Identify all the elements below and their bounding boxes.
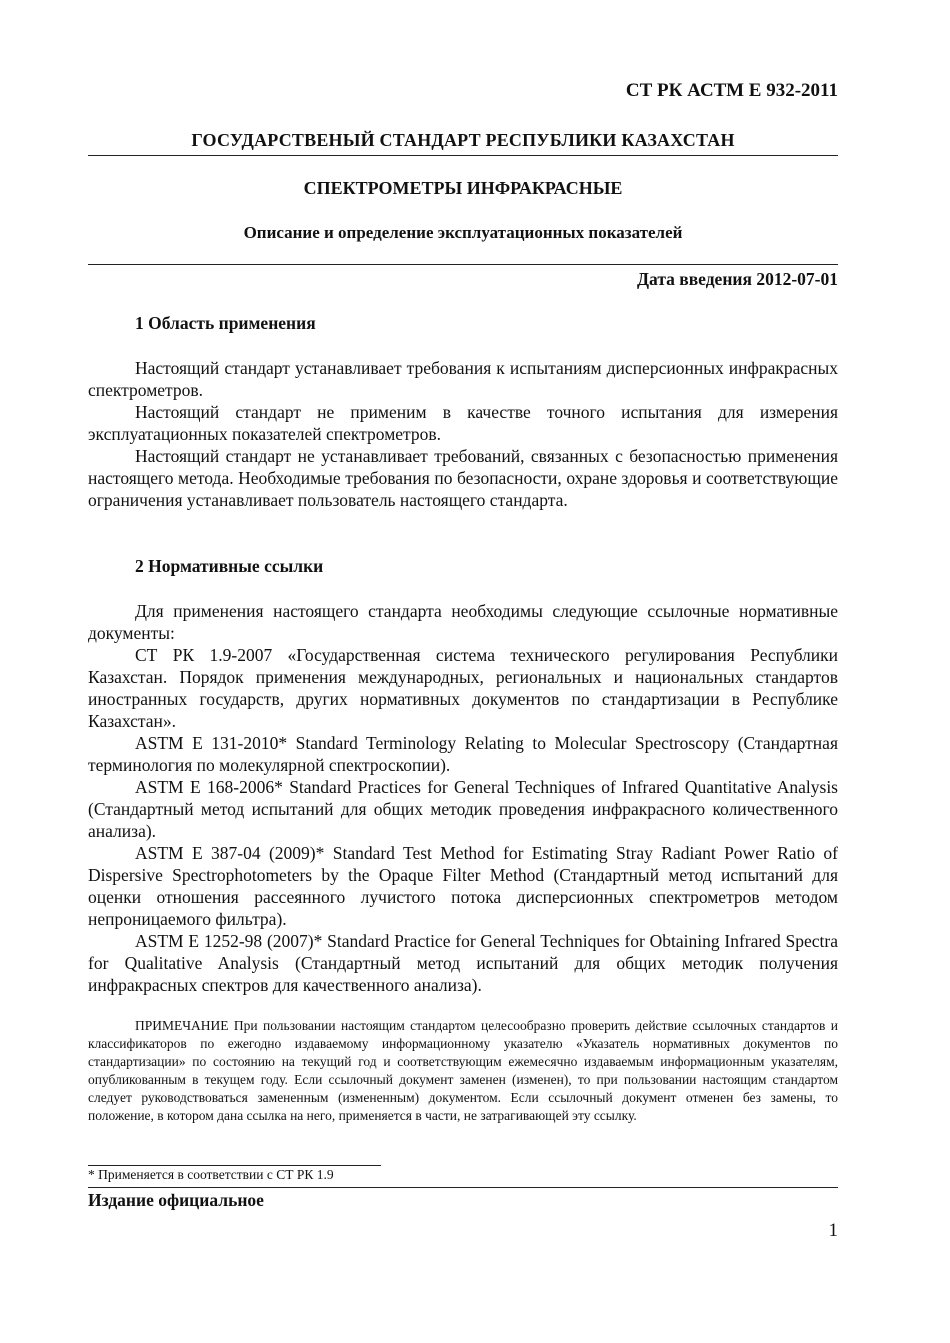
document-title: СПЕКТРОМЕТРЫ ИНФРАКРАСНЫЕ xyxy=(303,178,623,198)
section-body-scope xyxy=(88,357,838,511)
paragraph: Настоящий стандарт не применим в качестве точного испытания для измерения эксплуатационных показателей спектрометров. xyxy=(88,402,838,444)
header-rule xyxy=(88,155,838,156)
paragraph: Настоящий стандарт устанавливает требования к испытаниям дисперсионных инфракрасных спектрометров. xyxy=(88,358,838,400)
note-paragraph: ПРИМЕЧАНИЕ При пользовании настоящим стандартом целесообразно проверить действие ссылочных стандартов и классификаторов по ежегодно издаваемому информационному указателю «Указатель нормативных документов по стандартизации» по состоянию на текущий год и соответствующим ежемесячно издаваемым информационным указателям, опубликованным в текущем году. Если ссылочный документ заменен (изменен), то при пользовании настоящим стандартом следует руководствоваться замененным (измененным) документом. Если ссылочный документ отменен без замены, то положение, в котором дана ссылка на него, применяется в части, не затрагивающей эту ссылку. xyxy=(88,1018,838,1123)
title-rule xyxy=(88,264,838,265)
reference-item: ASTM E 131-2010* Standard Terminology Relating to Molecular Spectroscopy (Стандартная терминология по молекулярной спектроскопии). xyxy=(88,733,838,775)
paragraph: Для применения настоящего стандарта необходимы следующие ссылочные нормативные документы: xyxy=(88,601,838,643)
footnote: * Применяется в соответствии с СТ РК 1.9 xyxy=(88,1167,334,1182)
section-heading-references: 2 Нормативные ссылки xyxy=(135,556,324,576)
reference-item: ASTM E 1252-98 (2007)* Standard Practice for General Techniques for Obtaining Infrared Spectra for Qualitative Analysis (Стандартный метод испытаний для общих методик получения инфракрасных спектров для качественного анализа). xyxy=(88,931,838,995)
section-heading-scope: 1 Область применения xyxy=(135,313,316,333)
reference-item: СТ РК 1.9-2007 «Государственная система технического регулирования Республики Казахстан. Порядок применения международных, региональных и национальных стандартов иностранных государств, других нормативных документов по стандартизации в Республике Казахстан». xyxy=(88,645,838,731)
edition-label: Издание официальное xyxy=(88,1190,264,1210)
reference-item: ASTM E 168-2006* Standard Practices for General Techniques of Infrared Quantitative Analysis (Стандартный метод испытаний для общих методик проведения инфракрасного количественного анализа). xyxy=(88,777,838,841)
document-designation: СТ РК АСТМ Е 932-2011 xyxy=(625,80,838,101)
introduction-date: Дата введения 2012-07-01 xyxy=(637,269,838,289)
footnote-rule xyxy=(88,1165,381,1166)
standard-title: ГОСУДАРСТВЕНЫЙ СТАНДАРТ РЕСПУБЛИКИ КАЗАХСТАН xyxy=(191,130,735,150)
paragraph: Настоящий стандарт не устанавливает требований, связанных с безопасностью применения настоящего метода. Необходимые требования по безопасности, охране здоровья и соответствующие ограничения устанавливает пользователь настоящего стандарта. xyxy=(88,446,838,510)
footer-rule xyxy=(88,1187,838,1188)
document-subtitle: Описание и определение эксплуатационных показателей xyxy=(243,223,683,242)
reference-item: ASTM E 387-04 (2009)* Standard Test Method for Estimating Stray Radiant Power Ratio of Dispersive Spectrophotometers by the Opaque Filter Method (Стандартный метод испытаний для оценки отношения рассеянного лучистого потока дисперсионных спектрометров методом непроницаемого фильтра). xyxy=(88,843,838,929)
page-number: 1 xyxy=(828,1220,838,1241)
section-body-references xyxy=(88,600,838,996)
